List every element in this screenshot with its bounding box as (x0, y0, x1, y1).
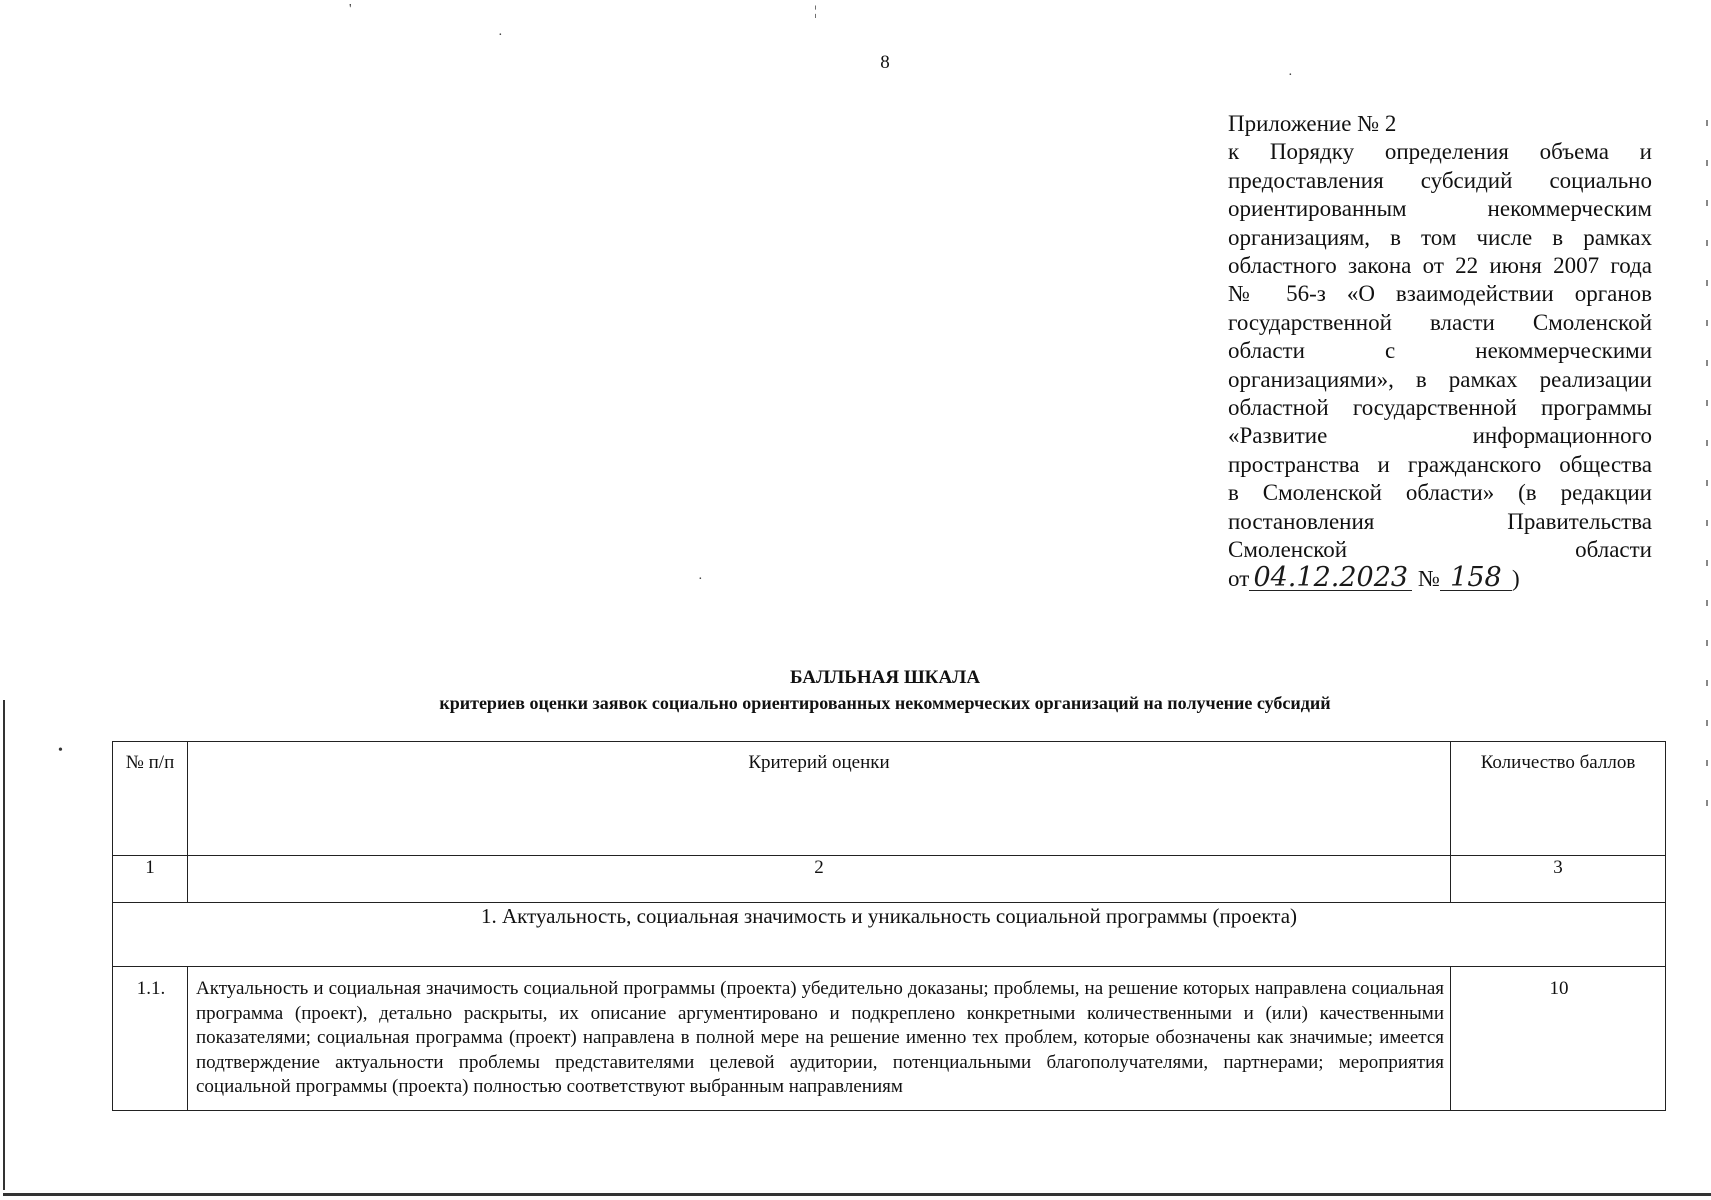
annex-line: в Смоленской области» (в редакции (1228, 480, 1652, 506)
header-number: № п/п (113, 742, 188, 856)
document-title-block (0, 667, 1711, 714)
table-row (113, 967, 1666, 1111)
row-criterion-text: Актуальность и социальная значимость социальной программы (проекта) убедительно доказаны; проблемы, на решение которых направлена социальная программа (проект), детально раскрыты, их описание аргументировано и подкреплено конкретными количественными и (или) качественными показателями; социальная программа (проект) направлена в полной мере на решение именно тех проблем, которые обозначены как значимые; имеется подтверждение актуальности проблемы представителями целевой аудитории, потенциальными благополучателями, партнерами; мероприятия социальной программы (проекта) полностью соответствуют выбранным направлениям (188, 967, 1451, 1111)
number-prefix: № (1418, 565, 1440, 591)
section-row (113, 903, 1666, 967)
handwritten-date: 04.12.2023 (1249, 566, 1412, 591)
document-title: БАЛЛЬНАЯ ШКАЛА (789, 667, 981, 688)
annex-line: организациям, в том числе в рамках (1228, 224, 1652, 250)
annex-line: постановления Правительства (1228, 508, 1652, 534)
closing-paren: ) (1511, 565, 1520, 591)
annex-line: предоставления субсидий социально (1228, 167, 1652, 193)
annex-line: ориентированным некоммерческим (1228, 196, 1652, 222)
annex-date-line (1228, 561, 1652, 593)
annex-line: областной государственной программы (1228, 395, 1652, 421)
scan-mark: · (1288, 68, 1293, 83)
scan-edge (3, 700, 5, 1190)
row-score: 10 (1451, 967, 1666, 1111)
annex-line: организациями», в рамках реализации (1228, 366, 1652, 392)
column-number: 2 (188, 856, 1451, 903)
header-criterion: Критерий оценки (188, 742, 1451, 856)
annex-line: пространства и гражданского общества (1228, 451, 1652, 477)
scan-mark: • (58, 743, 63, 758)
annex-line: № 56-з «О взаимодействии органов (1228, 281, 1652, 307)
annex-line: «Развитие информационного (1228, 423, 1652, 449)
annex-line: Смоленской области (1228, 537, 1652, 563)
annex-line: государственной власти Смоленской (1228, 309, 1652, 335)
annex-line: областного закона от 22 июня 2007 года (1228, 253, 1652, 279)
scan-mark: · (698, 572, 703, 587)
row-number: 1.1. (113, 967, 188, 1111)
date-prefix: от (1228, 565, 1250, 591)
scoring-table (112, 741, 1666, 1111)
annex-line: к Порядку определения объема и (1228, 139, 1652, 165)
annex-line: области с некоммерческими (1228, 338, 1652, 364)
scan-mark: ¦ (814, 4, 817, 19)
table-header-row (113, 742, 1666, 856)
document-subtitle: критериев оценки заявок социально ориентированных некоммерческих организаций на получение субсидий (439, 693, 1331, 713)
header-score: Количество баллов (1451, 742, 1666, 856)
page-number: 8 (880, 52, 890, 73)
column-numbers-row (113, 856, 1666, 903)
scan-mark: ' (349, 2, 352, 17)
scan-mark: · (498, 28, 503, 43)
annex-block (1228, 110, 1652, 593)
column-number: 1 (113, 856, 188, 903)
scan-edge (3, 1193, 1711, 1196)
column-number: 3 (1451, 856, 1666, 903)
scan-edge (1706, 120, 1708, 820)
annex-heading: Приложение № 2 (1228, 111, 1397, 136)
handwritten-number: 158 (1440, 566, 1512, 591)
section-title: 1. Актуальность, социальная значимость и уникальность социальной программы (проекта) (113, 903, 1666, 967)
